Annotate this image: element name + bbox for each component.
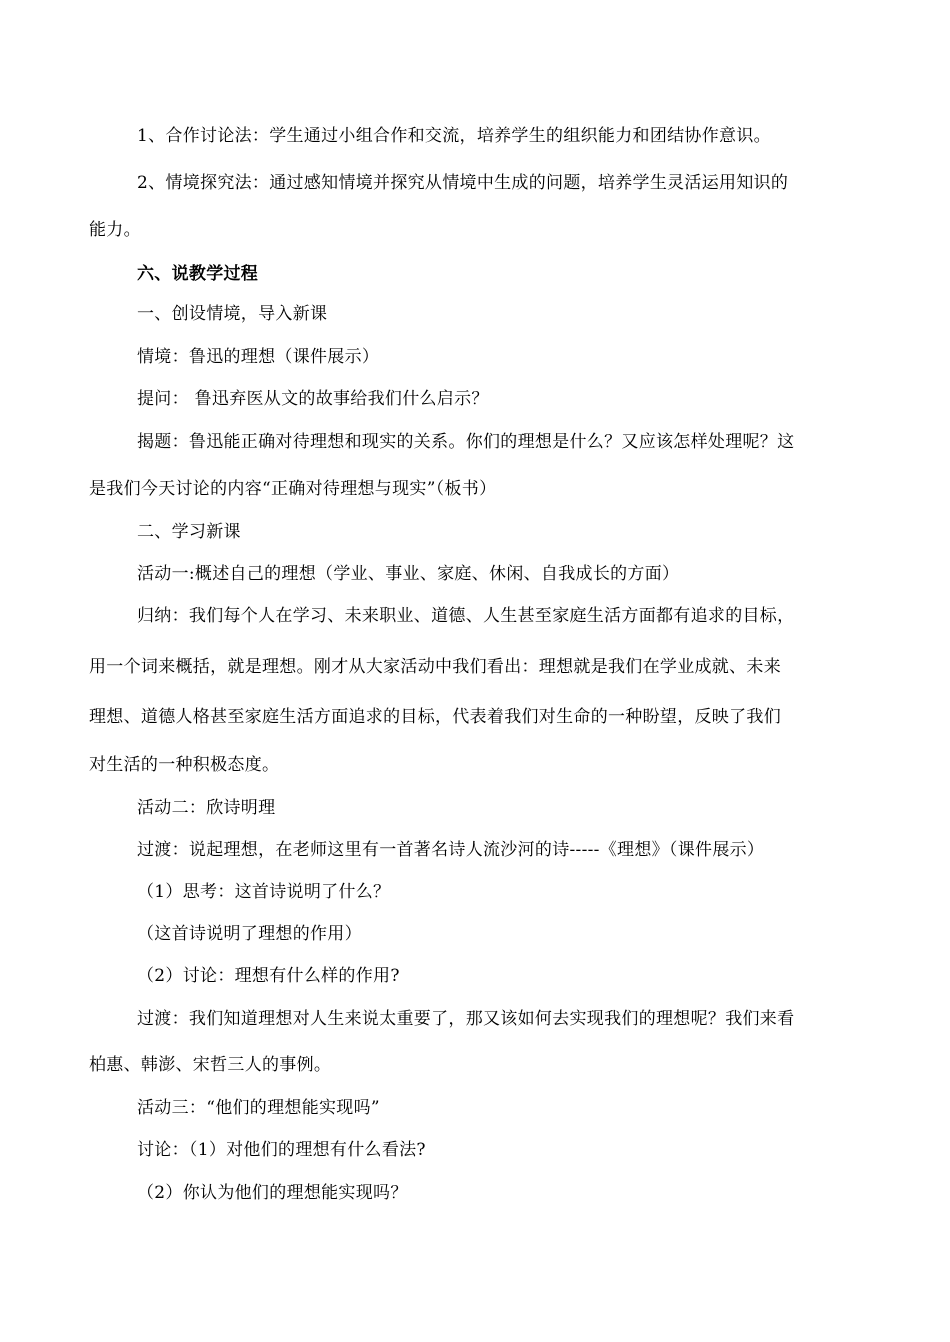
activity-1-line: 活动一:概述自己的理想（学业、事业、家庭、休闲、自我成长的方面） [137, 564, 680, 584]
summary-line-1: 归纳：我们每个人在学习、未来职业、道德、人生甚至家庭生活方面都有追求的目标， [137, 606, 795, 626]
discussion-line-2: （2）你认为他们的理想能实现吗？ [137, 1183, 408, 1203]
transition-line-2: 过渡：我们知道理想对人生来说太重要了，那又该如何去实现我们的理想呢？我们来看 [137, 1009, 795, 1029]
method-2-line: 2、情境探究法：通过感知情境并探究从情境中生成的问题，培养学生灵活运用知识的 [137, 173, 789, 193]
scenario-line: 情境：鲁迅的理想（课件展示） [137, 347, 380, 367]
activity-2-line: 活动二：欣诗明理 [137, 798, 276, 818]
section-heading: 六、说教学过程 [137, 264, 259, 284]
summary-line-3: 理想、道德人格甚至家庭生活方面追求的目标，代表着我们对生命的一种盼望，反映了我们 [89, 707, 781, 727]
step-1-heading: 一、创设情境，导入新课 [137, 304, 328, 324]
think-question-line: （1）思考：这首诗说明了什么？ [137, 882, 391, 902]
discuss-question-line: （2）讨论：理想有什么样的作用? [137, 966, 400, 986]
method-1-line: 1、合作讨论法：学生通过小组合作和交流，培养学生的组织能力和团结协作意识。 [137, 126, 771, 146]
step-2-heading: 二、学习新课 [137, 522, 241, 542]
activity-3-line: 活动三：“他们的理想能实现吗” [137, 1098, 380, 1118]
reveal-line: 揭题：鲁迅能正确对待理想和现实的关系。你们的理想是什么？又应该怎样处理呢？这 [137, 432, 795, 452]
method-2-continuation: 能力。 [89, 220, 141, 240]
summary-line-2: 用一个词来概括，就是理想。刚才从大家活动中我们看出：理想就是我们在学业成就、未来 [89, 657, 781, 677]
question-line: 提问： 鲁迅弃医从文的故事给我们什么启示？ [137, 389, 489, 409]
transition-continuation: 柏惠、韩澎、宋哲三人的事例。 [89, 1055, 332, 1075]
discussion-line-1: 讨论：（1）对他们的理想有什么看法? [137, 1140, 426, 1160]
reveal-continuation: 是我们今天讨论的内容“正确对待理想与现实”（板书） [89, 479, 497, 499]
think-answer-line: （这首诗说明了理想的作用） [137, 924, 362, 944]
transition-line-1: 过渡：说起理想，在老师这里有一首著名诗人流沙河的诗-----《理想》（课件展示） [137, 840, 765, 860]
summary-line-4: 对生活的一种积极态度。 [89, 755, 280, 775]
